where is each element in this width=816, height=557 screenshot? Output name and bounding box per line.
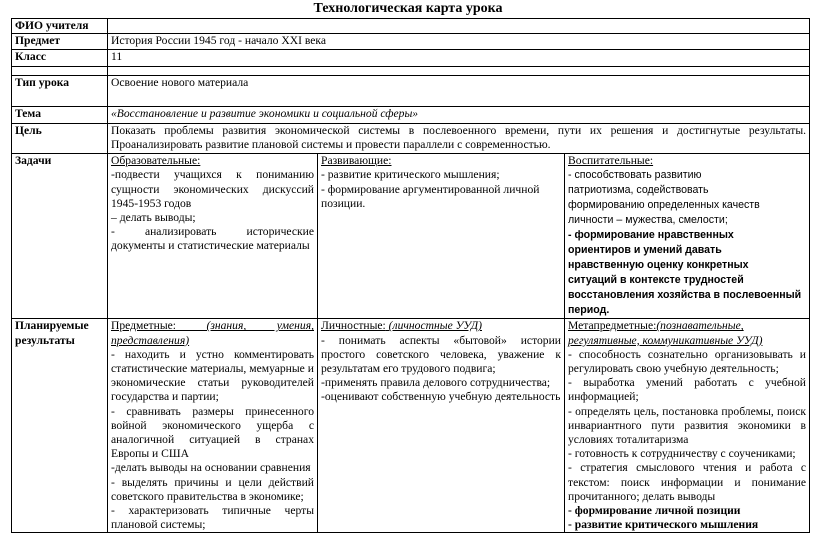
educational-heading: Образовательные: [111, 154, 201, 168]
developing-item-1: - развитие критического мышления; [321, 168, 500, 182]
label-subject: Предмет [12, 34, 108, 50]
metasubject-result-1: - способность сознательно организовывать и регулировать свою учебную деятельность; [568, 347, 807, 376]
upbringing-heading: Воспитательные: [568, 154, 654, 168]
personal-result-2: -применять правила делового сотрудничества; [321, 376, 551, 390]
value-subject: История России 1945 год - начало XXI века [108, 34, 810, 50]
label-goal: Цель [12, 124, 108, 154]
row-results [12, 319, 810, 533]
subject-result-4: - выделять причины и цели действий советского правительства в экономике; [111, 475, 314, 503]
spacer-cell-label [12, 67, 108, 76]
upbringing-line-9: восстановления хозяйства в послевоенный [568, 289, 802, 302]
label-teacher: ФИО учителя [12, 19, 108, 34]
subject-result-3: -делать выводы на основании сравнения [111, 461, 311, 475]
subject-result-5: - характеризовать типичные черты плановой системы; [111, 504, 314, 532]
metasubject-result-3: - определять цель, постановка проблемы, поиск инвариантного пути развития экономики в условиях тоталитаризма [568, 404, 807, 447]
metasubject-results-heading: Метапредметные: [568, 319, 657, 333]
upbringing-line-2: патриотизма, содействовать [568, 184, 709, 197]
value-grade: 11 [108, 50, 810, 67]
subject-results-note: (знания, умения, представления) [111, 319, 314, 347]
upbringing-line-8: ситуаций в контексте трудностей [568, 274, 744, 287]
metasubject-result-2: - выработка умений работать с учебной информацией; [568, 376, 807, 404]
personal-result-3: -оценивают собственную учебную деятельность [321, 390, 561, 404]
upbringing-line-10: период. [568, 304, 610, 317]
metasubject-results-note: (познавательные, регулятивные, коммуникативные УУД) [568, 319, 763, 347]
subject-results-heading: Предметные: [111, 319, 176, 333]
upbringing-line-7: нравственную оценку конкретных [568, 259, 749, 272]
personal-result-1: - понимать аспекты «бытовой» истории простого советского человека, уважение к результатам его трудового подвига; [321, 333, 561, 376]
upbringing-line-3: формированию определенных качеств [568, 199, 760, 212]
results-metasubject [565, 319, 810, 533]
personal-results-note: (личностные УУД) [385, 319, 482, 333]
row-lesson-type [12, 76, 810, 107]
subject-result-1: - находить и устно комментировать статистические материалы, мемуарные и экономические статьи руководителей государства и партии; [111, 347, 314, 404]
label-grade: Класс [12, 50, 108, 67]
lesson-map-table [11, 18, 810, 533]
value-topic: «Восстановление и развитие экономики и социальной сферы» [108, 107, 810, 124]
upbringing-line-4: личности – мужества, смелости; [568, 214, 728, 227]
row-grade [12, 50, 810, 67]
upbringing-line-1: - способствовать развитию [568, 169, 702, 182]
label-topic: Тема [12, 107, 108, 124]
row-topic [12, 107, 810, 124]
metasubject-result-4: - готовность к сотрудничеству с соучениками; [568, 447, 796, 461]
upbringing-line-6: ориентиров и умений давать [568, 244, 722, 257]
row-teacher [12, 19, 810, 34]
upbringing-line-5: - формирование нравственных [568, 229, 734, 242]
metasubject-bold-result-2: - развитие критического мышления [568, 518, 759, 532]
value-goal: Показать проблемы развития экономической системы в послевоенного времени, пути их решения и достигнутые результаты. Проанализировать развитие плановой системы и провести параллели с современностью. [108, 124, 810, 154]
educational-item-1: -подвести учащихся к пониманию сущности экономических дискуссий 1945-1953 годов [111, 168, 314, 210]
row-subject [12, 34, 810, 50]
value-lesson-type: Освоение нового материала [108, 76, 810, 107]
developing-heading: Развивающие: [321, 154, 392, 168]
tasks-upbringing [565, 154, 810, 319]
results-personal [318, 319, 565, 533]
row-spacer [12, 67, 810, 76]
results-label-line-1: Планируемые [15, 319, 89, 333]
page-title: Технологическая карта урока [313, 1, 503, 16]
value-teacher [108, 19, 810, 34]
tasks-educational [108, 154, 318, 319]
results-subject [108, 319, 318, 533]
label-lesson-type: Тип урока [12, 76, 108, 107]
tasks-developing [318, 154, 565, 319]
educational-item-2: – делать выводы; [111, 211, 196, 225]
developing-item-2: - формирование аргументированной личной позиции. [321, 182, 540, 210]
results-label-line-2: результаты [15, 333, 75, 347]
personal-results-heading: Личностные: [321, 319, 386, 333]
spacer-cell-value [108, 67, 810, 76]
educational-item-3: - анализировать исторические документы и статистические материалы [111, 225, 314, 253]
row-tasks [12, 154, 810, 319]
metasubject-result-5: - стратегия смыслового чтения и работа с текстом: поиск информации и понимание прочитанного; делать выводы [568, 461, 807, 503]
metasubject-bold-result-1: - формирование личной позиции [568, 504, 741, 518]
label-tasks: Задачи [12, 154, 108, 319]
label-results [12, 319, 108, 533]
subject-result-2: - сравнивать размеры принесенного войной экономического ущерба с аналогичной ситуацией в странах Европы и США [111, 404, 314, 461]
row-goal [12, 124, 810, 154]
